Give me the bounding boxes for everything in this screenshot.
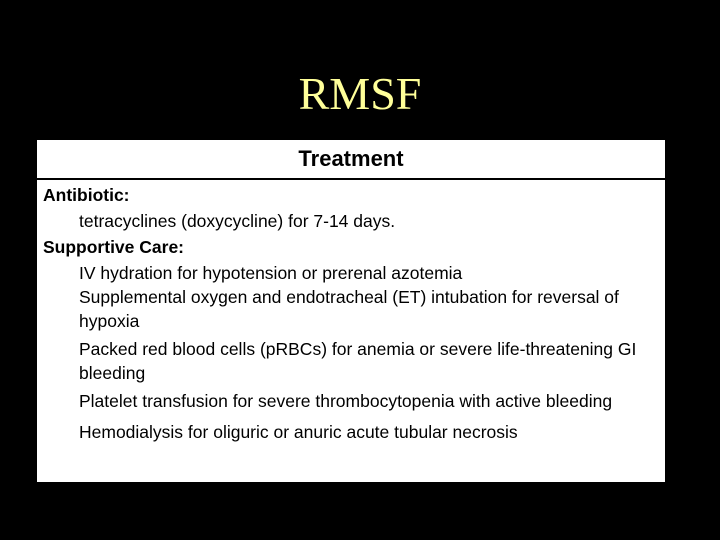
slide-title: RMSF [298, 68, 422, 119]
list-item: Packed red blood cells (pRBCs) for anemia or severe life-threatening GI bleeding [79, 339, 637, 383]
table-body [37, 180, 665, 445]
list-item: Platelet transfusion for severe thrombocytopenia with active bleeding [79, 391, 613, 411]
treatment-table [37, 140, 665, 482]
list-item: Supplemental oxygen and endotracheal (ET) intubation for reversal of hypoxia [79, 287, 619, 331]
list-item: Hemodialysis for oliguric or anuric acute tubular necrosis [79, 421, 518, 442]
table-header: Treatment [37, 140, 665, 180]
list-item: tetracyclines (doxycycline) for 7-14 days. [79, 211, 396, 231]
section-heading-antibiotic: Antibiotic: [43, 185, 130, 205]
section-heading-supportive-care: Supportive Care: [43, 237, 184, 257]
list-item: IV hydration for hypotension or prerenal azotemia [79, 263, 463, 283]
